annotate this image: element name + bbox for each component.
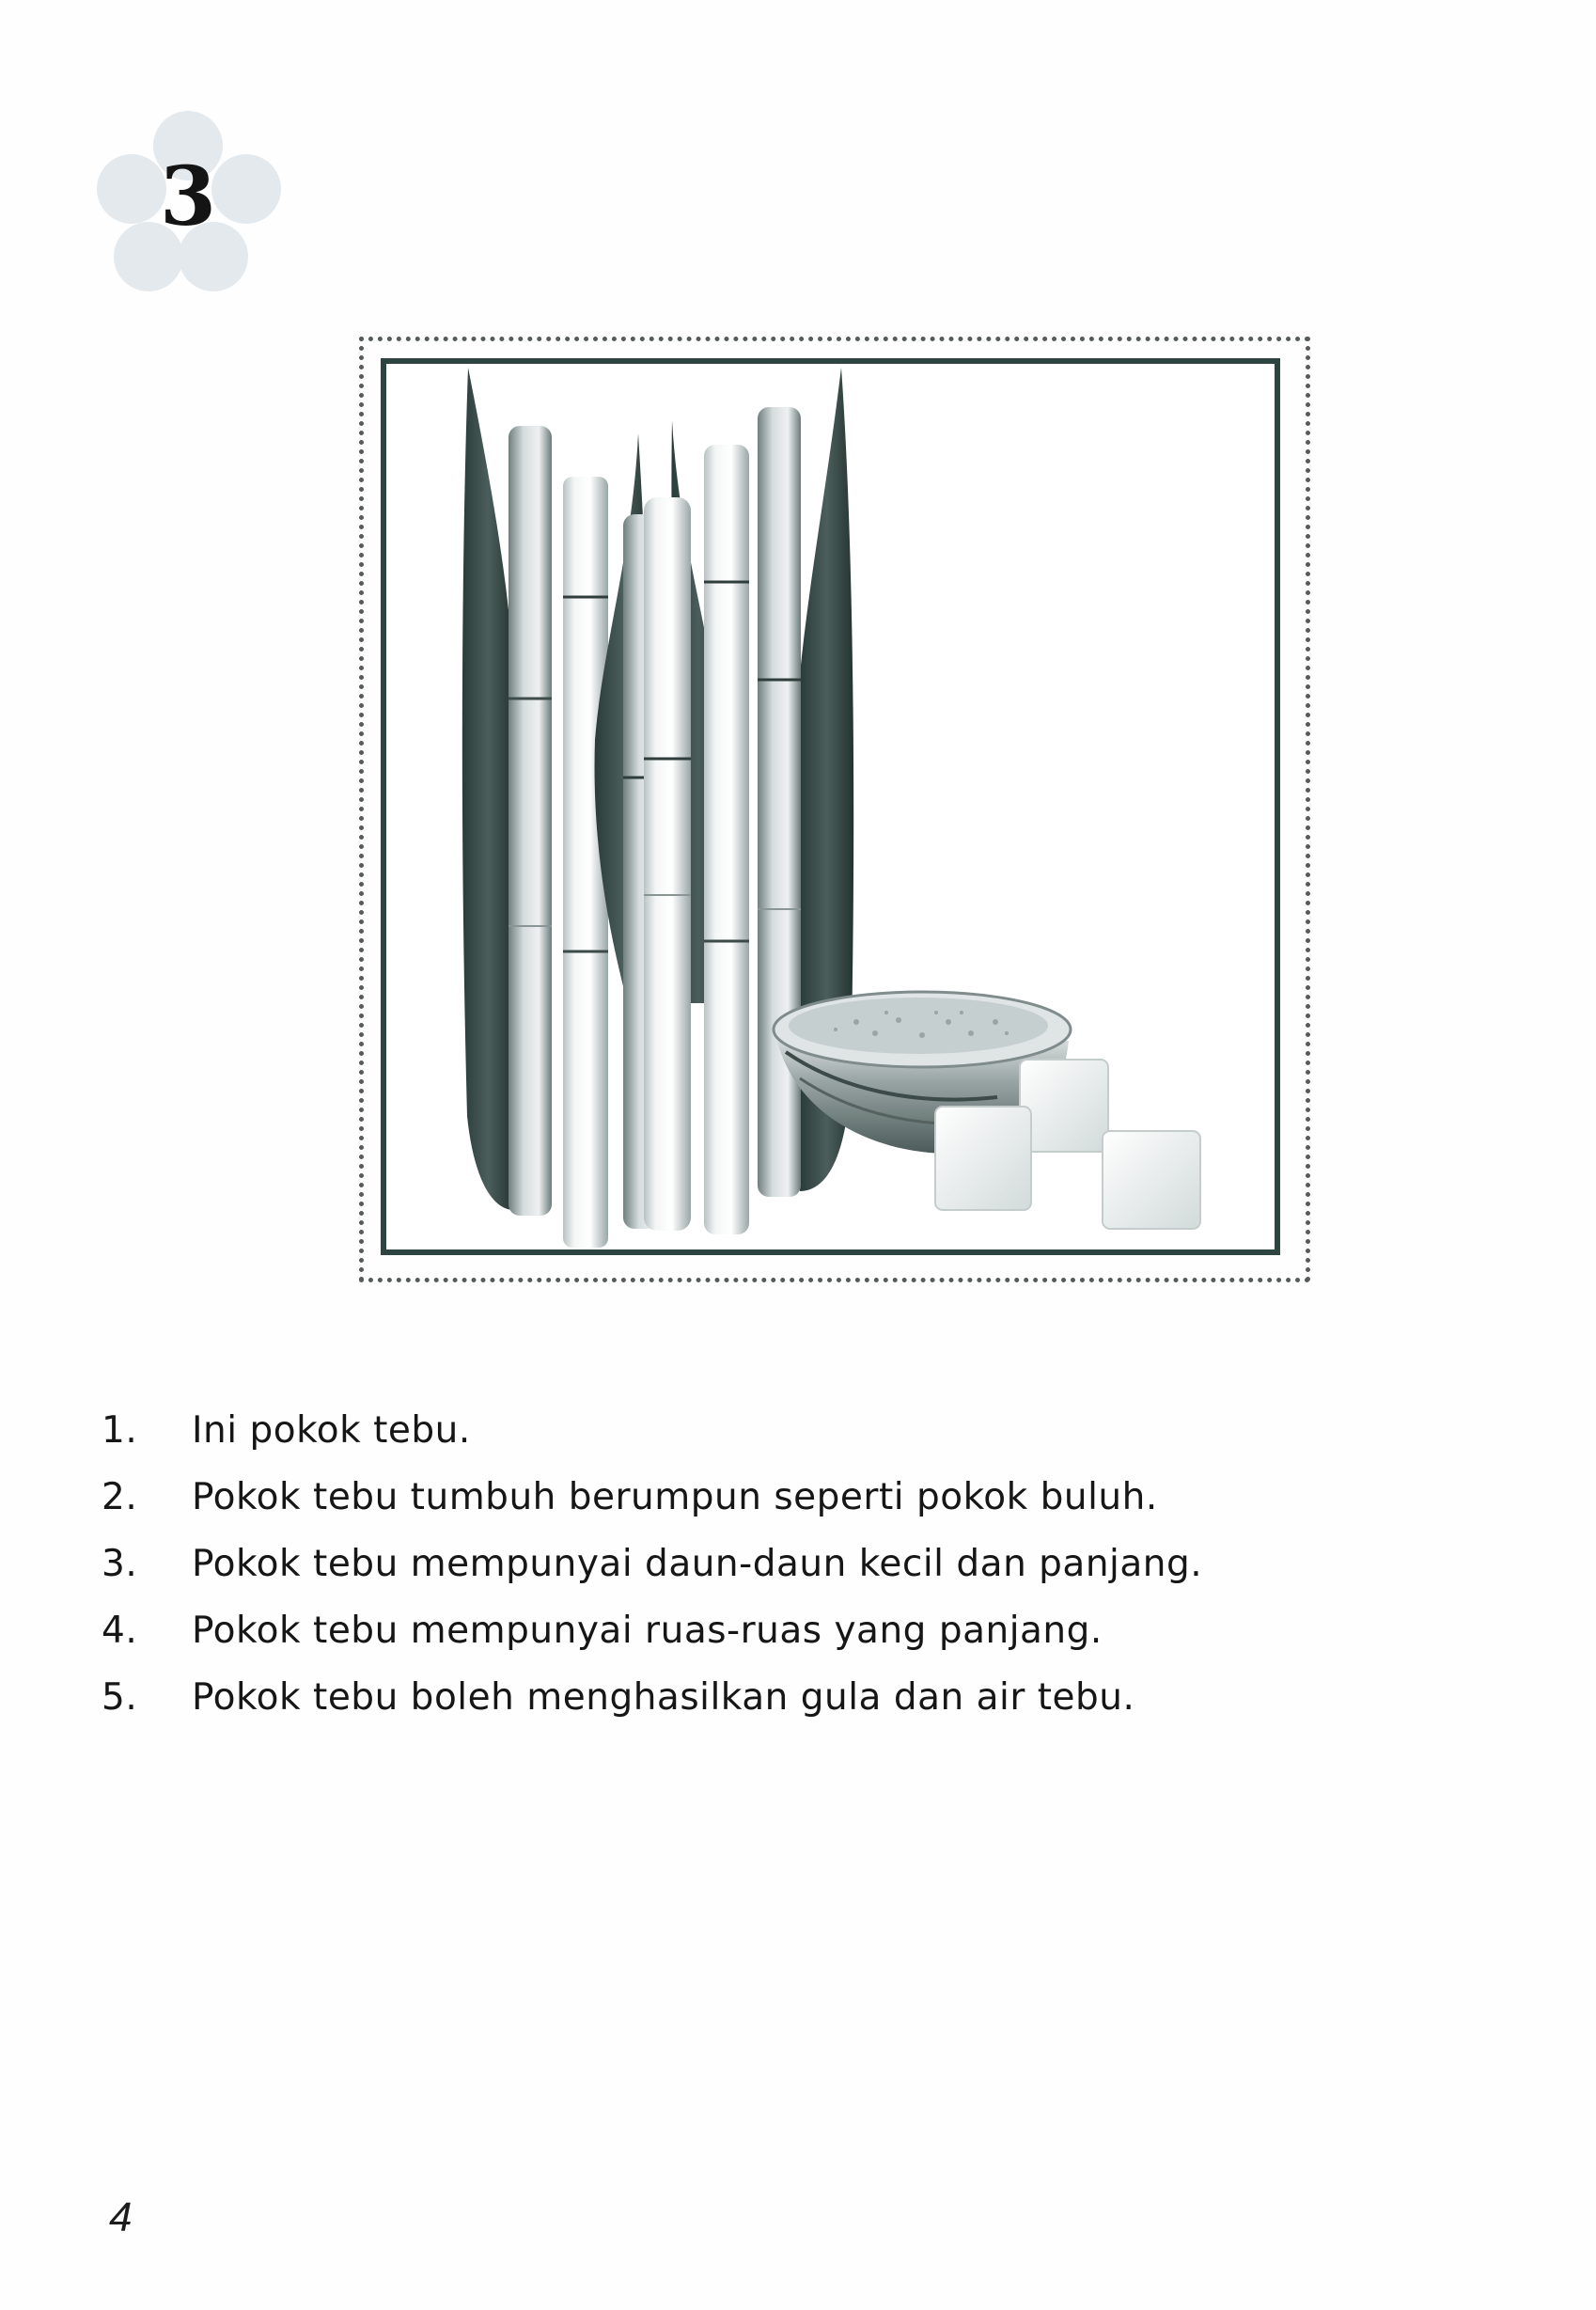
sugarcane-illustration (386, 364, 1275, 1249)
page-number: 4 (109, 2194, 133, 2240)
item-number: 1. (102, 1409, 138, 1452)
item-text: Ini pokok tebu. (192, 1409, 471, 1452)
item-text: Pokok tebu tumbuh berumpun seperti pokok buluh. (192, 1476, 1158, 1518)
lesson-number: 3 (160, 149, 216, 244)
item-number: 5. (102, 1676, 138, 1719)
picture-frame (381, 358, 1280, 1255)
item-text: Pokok tebu mempunyai ruas-ruas yang panjang. (192, 1610, 1103, 1652)
list-item (102, 1464, 1202, 1531)
item-number: 4. (102, 1610, 138, 1652)
list-item (102, 1664, 1202, 1731)
item-text: Pokok tebu boleh menghasilkan gula dan air tebu. (192, 1676, 1135, 1719)
list-item (102, 1531, 1202, 1597)
flower-icon (94, 105, 282, 293)
item-text: Pokok tebu mempunyai daun-daun kecil dan panjang. (192, 1543, 1203, 1585)
list-item (102, 1597, 1202, 1664)
item-number: 3. (102, 1543, 138, 1585)
item-number: 2. (102, 1476, 138, 1518)
sentence-list (102, 1397, 1202, 1731)
list-item (102, 1397, 1202, 1464)
